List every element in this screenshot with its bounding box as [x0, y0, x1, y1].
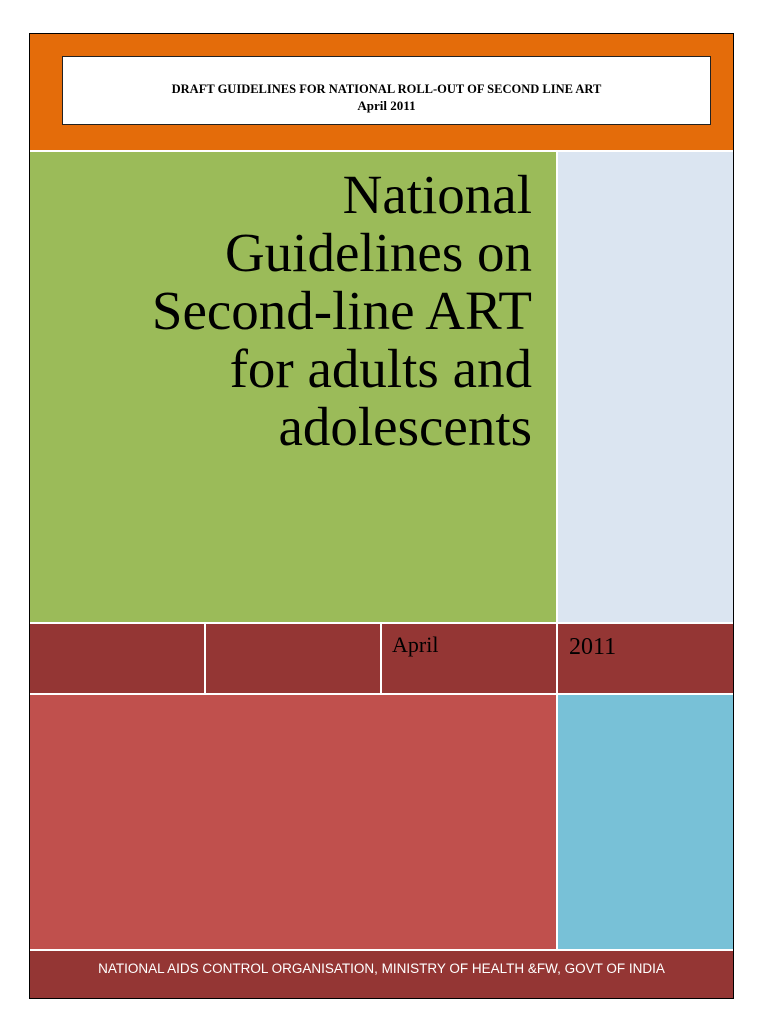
footer-band: [30, 951, 733, 998]
lower-right-panel: [558, 695, 733, 949]
title-line-5: adolescents: [278, 396, 532, 457]
lower-left-panel: [30, 695, 556, 949]
title-panel: [30, 152, 556, 622]
draft-header-date: April 2011: [357, 98, 416, 113]
draft-header-title: DRAFT GUIDELINES FOR NATIONAL ROLL-OUT OF SECOND LINE ART: [171, 82, 602, 96]
publication-year: 2011: [569, 634, 617, 660]
date-band-cell-month: [382, 624, 556, 693]
title-line-1: National: [342, 164, 532, 225]
title-line-4: for adults and: [229, 338, 532, 399]
side-panel: [558, 152, 733, 622]
date-band-cell-1: [30, 624, 204, 693]
title-line-2: Guidelines on: [224, 222, 532, 283]
title-line-3: Second-line ART: [151, 280, 532, 341]
publication-month: April: [392, 632, 439, 657]
draft-header-box: [62, 56, 711, 125]
date-band-cell-2: [206, 624, 380, 693]
publisher-footer: NATIONAL AIDS CONTROL ORGANISATION, MINISTRY OF HEALTH &FW, GOVT OF INDIA: [98, 961, 665, 976]
date-band-cell-year: [558, 624, 733, 693]
document-title: [52, 166, 532, 456]
